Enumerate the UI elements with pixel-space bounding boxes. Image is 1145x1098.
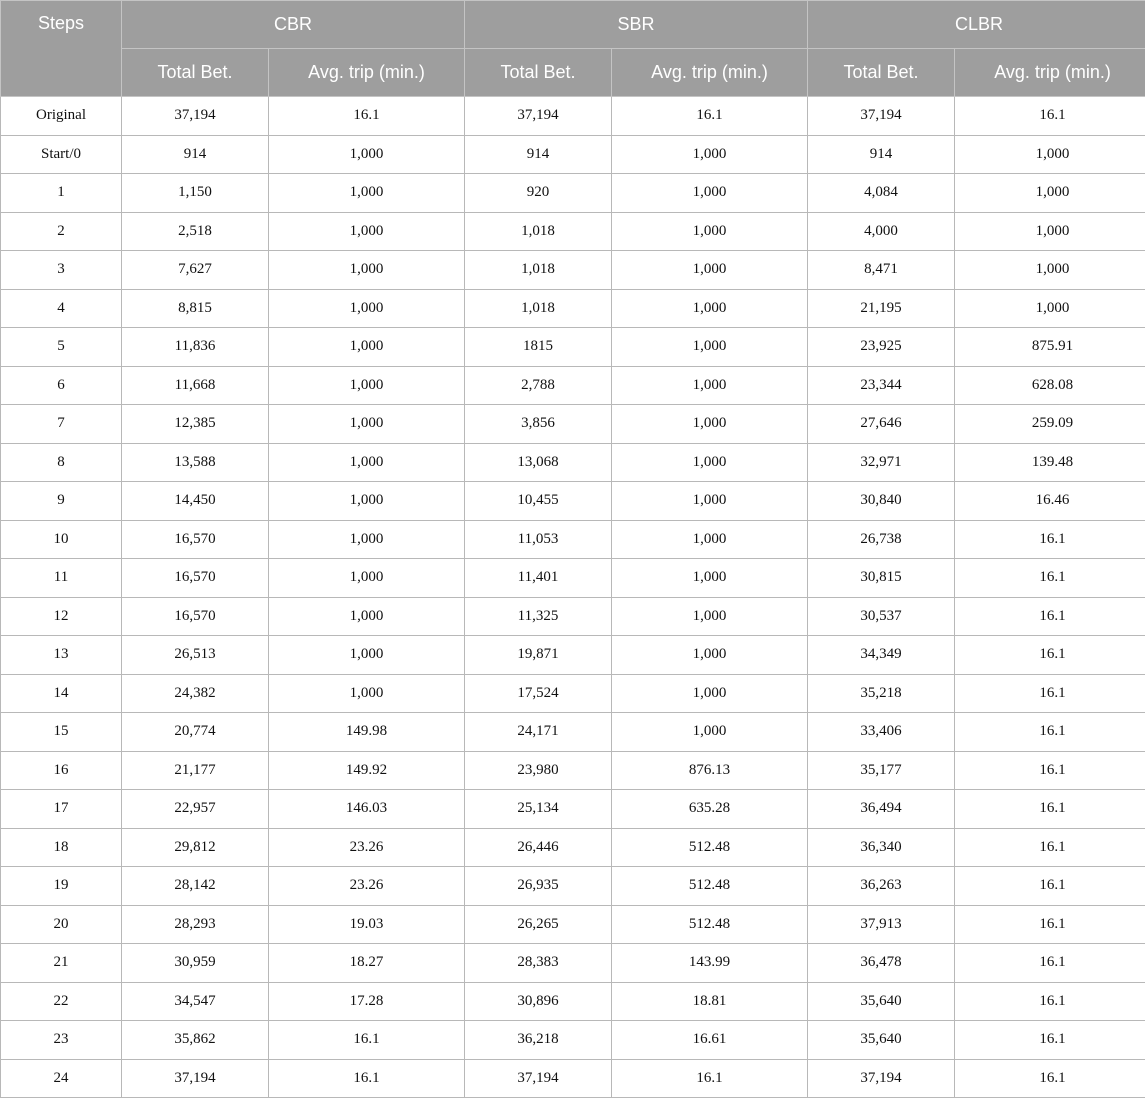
table-row <box>1 212 1145 251</box>
cell-clbr-total-bet: 36,340 <box>808 828 955 867</box>
cell-cbr-total-bet: 1,150 <box>122 174 269 213</box>
cell-sbr-avg-trip: 1,000 <box>612 212 808 251</box>
cell-step: 11 <box>1 559 122 598</box>
table-row <box>1 443 1145 482</box>
cell-sbr-total-bet: 26,935 <box>465 867 612 906</box>
cell-cbr-avg-trip: 1,000 <box>269 212 465 251</box>
cell-step: 9 <box>1 482 122 521</box>
table-row <box>1 289 1145 328</box>
cell-cbr-avg-trip: 23.26 <box>269 867 465 906</box>
cell-clbr-avg-trip: 16.1 <box>955 520 1145 559</box>
cell-cbr-total-bet: 29,812 <box>122 828 269 867</box>
cell-clbr-avg-trip: 1,000 <box>955 212 1145 251</box>
cell-sbr-total-bet: 914 <box>465 135 612 174</box>
cell-cbr-total-bet: 28,142 <box>122 867 269 906</box>
cell-sbr-total-bet: 36,218 <box>465 1021 612 1060</box>
cell-cbr-total-bet: 11,836 <box>122 328 269 367</box>
cell-sbr-avg-trip: 16.1 <box>612 97 808 136</box>
table-row <box>1 174 1145 213</box>
cell-cbr-avg-trip: 17.28 <box>269 982 465 1021</box>
table-row <box>1 366 1145 405</box>
cell-sbr-avg-trip: 1,000 <box>612 443 808 482</box>
table-row <box>1 790 1145 829</box>
cell-cbr-total-bet: 13,588 <box>122 443 269 482</box>
cell-cbr-avg-trip: 1,000 <box>269 520 465 559</box>
cell-cbr-total-bet: 11,668 <box>122 366 269 405</box>
table-row <box>1 482 1145 521</box>
cell-clbr-total-bet: 27,646 <box>808 405 955 444</box>
cell-step: 7 <box>1 405 122 444</box>
cell-sbr-total-bet: 3,856 <box>465 405 612 444</box>
cell-sbr-avg-trip: 1,000 <box>612 366 808 405</box>
cell-sbr-avg-trip: 512.48 <box>612 905 808 944</box>
cell-cbr-avg-trip: 19.03 <box>269 905 465 944</box>
cell-clbr-total-bet: 23,925 <box>808 328 955 367</box>
cell-clbr-avg-trip: 1,000 <box>955 251 1145 290</box>
header-clbr-avg-trip: Avg. trip (min.) <box>955 49 1145 97</box>
table-row <box>1 713 1145 752</box>
cell-clbr-total-bet: 21,195 <box>808 289 955 328</box>
cell-sbr-avg-trip: 1,000 <box>612 328 808 367</box>
cell-cbr-total-bet: 7,627 <box>122 251 269 290</box>
cell-sbr-avg-trip: 18.81 <box>612 982 808 1021</box>
table-row <box>1 982 1145 1021</box>
cell-sbr-avg-trip: 1,000 <box>612 289 808 328</box>
cell-clbr-avg-trip: 16.1 <box>955 944 1145 983</box>
header-sbr-avg-trip: Avg. trip (min.) <box>612 49 808 97</box>
cell-step: 18 <box>1 828 122 867</box>
cell-clbr-avg-trip: 16.1 <box>955 597 1145 636</box>
cell-cbr-total-bet: 37,194 <box>122 97 269 136</box>
cell-sbr-total-bet: 11,053 <box>465 520 612 559</box>
cell-sbr-avg-trip: 16.1 <box>612 1059 808 1098</box>
cell-cbr-avg-trip: 16.1 <box>269 1021 465 1060</box>
cell-clbr-avg-trip: 16.1 <box>955 982 1145 1021</box>
cell-cbr-total-bet: 26,513 <box>122 636 269 675</box>
cell-sbr-total-bet: 24,171 <box>465 713 612 752</box>
cell-sbr-total-bet: 37,194 <box>465 1059 612 1098</box>
cell-step: Start/0 <box>1 135 122 174</box>
cell-clbr-avg-trip: 259.09 <box>955 405 1145 444</box>
cell-clbr-avg-trip: 16.1 <box>955 867 1145 906</box>
cell-sbr-avg-trip: 1,000 <box>612 674 808 713</box>
cell-clbr-avg-trip: 1,000 <box>955 174 1145 213</box>
cell-step: 2 <box>1 212 122 251</box>
cell-cbr-avg-trip: 149.98 <box>269 713 465 752</box>
cell-clbr-total-bet: 37,194 <box>808 97 955 136</box>
cell-clbr-avg-trip: 16.1 <box>955 828 1145 867</box>
cell-sbr-total-bet: 10,455 <box>465 482 612 521</box>
cell-sbr-avg-trip: 1,000 <box>612 597 808 636</box>
cell-clbr-total-bet: 35,640 <box>808 1021 955 1060</box>
cell-sbr-avg-trip: 1,000 <box>612 174 808 213</box>
cell-clbr-total-bet: 33,406 <box>808 713 955 752</box>
cell-cbr-avg-trip: 1,000 <box>269 251 465 290</box>
cell-clbr-total-bet: 8,471 <box>808 251 955 290</box>
cell-cbr-total-bet: 16,570 <box>122 520 269 559</box>
cell-sbr-total-bet: 26,265 <box>465 905 612 944</box>
table-row <box>1 674 1145 713</box>
cell-clbr-avg-trip: 16.1 <box>955 97 1145 136</box>
cell-step: 5 <box>1 328 122 367</box>
header-group-clbr: CLBR <box>808 1 1145 49</box>
cell-cbr-total-bet: 8,815 <box>122 289 269 328</box>
cell-sbr-avg-trip: 16.61 <box>612 1021 808 1060</box>
cell-cbr-avg-trip: 1,000 <box>269 366 465 405</box>
cell-step: 4 <box>1 289 122 328</box>
cell-step: 20 <box>1 905 122 944</box>
cell-clbr-total-bet: 36,478 <box>808 944 955 983</box>
table-row <box>1 905 1145 944</box>
cell-cbr-total-bet: 12,385 <box>122 405 269 444</box>
cell-cbr-avg-trip: 18.27 <box>269 944 465 983</box>
cell-sbr-avg-trip: 1,000 <box>612 482 808 521</box>
table-row <box>1 328 1145 367</box>
cell-step: 22 <box>1 982 122 1021</box>
table-row <box>1 1059 1145 1098</box>
cell-sbr-total-bet: 25,134 <box>465 790 612 829</box>
cell-sbr-total-bet: 13,068 <box>465 443 612 482</box>
table-row <box>1 1021 1145 1060</box>
cell-cbr-avg-trip: 1,000 <box>269 674 465 713</box>
cell-sbr-total-bet: 17,524 <box>465 674 612 713</box>
cell-clbr-total-bet: 4,000 <box>808 212 955 251</box>
cell-clbr-total-bet: 4,084 <box>808 174 955 213</box>
table-row <box>1 828 1145 867</box>
cell-sbr-total-bet: 23,980 <box>465 751 612 790</box>
cell-step: 19 <box>1 867 122 906</box>
cell-clbr-total-bet: 26,738 <box>808 520 955 559</box>
table-row <box>1 867 1145 906</box>
cell-clbr-avg-trip: 875.91 <box>955 328 1145 367</box>
cell-step: Original <box>1 97 122 136</box>
cell-clbr-avg-trip: 16.1 <box>955 713 1145 752</box>
cell-cbr-avg-trip: 1,000 <box>269 482 465 521</box>
table-body <box>1 97 1145 1098</box>
cell-cbr-avg-trip: 1,000 <box>269 405 465 444</box>
cell-cbr-total-bet: 37,194 <box>122 1059 269 1098</box>
cell-cbr-total-bet: 16,570 <box>122 559 269 598</box>
cell-cbr-avg-trip: 146.03 <box>269 790 465 829</box>
cell-clbr-total-bet: 34,349 <box>808 636 955 675</box>
table-row <box>1 636 1145 675</box>
header-clbr-total-bet: Total Bet. <box>808 49 955 97</box>
cell-sbr-avg-trip: 635.28 <box>612 790 808 829</box>
header-cbr-total-bet: Total Bet. <box>122 49 269 97</box>
cell-clbr-total-bet: 37,194 <box>808 1059 955 1098</box>
cell-cbr-avg-trip: 1,000 <box>269 174 465 213</box>
cell-cbr-avg-trip: 1,000 <box>269 597 465 636</box>
cell-clbr-avg-trip: 16.1 <box>955 674 1145 713</box>
table-row <box>1 97 1145 136</box>
cell-step: 16 <box>1 751 122 790</box>
cell-clbr-total-bet: 30,840 <box>808 482 955 521</box>
cell-clbr-total-bet: 30,815 <box>808 559 955 598</box>
cell-step: 13 <box>1 636 122 675</box>
table-row <box>1 597 1145 636</box>
cell-step: 15 <box>1 713 122 752</box>
cell-sbr-total-bet: 1,018 <box>465 212 612 251</box>
cell-sbr-total-bet: 1,018 <box>465 289 612 328</box>
cell-step: 12 <box>1 597 122 636</box>
cell-cbr-total-bet: 14,450 <box>122 482 269 521</box>
cell-cbr-total-bet: 24,382 <box>122 674 269 713</box>
cell-clbr-avg-trip: 1,000 <box>955 289 1145 328</box>
cell-clbr-avg-trip: 628.08 <box>955 366 1145 405</box>
cell-step: 21 <box>1 944 122 983</box>
cell-clbr-avg-trip: 16.1 <box>955 751 1145 790</box>
cell-step: 8 <box>1 443 122 482</box>
cell-sbr-avg-trip: 1,000 <box>612 251 808 290</box>
cell-clbr-total-bet: 35,177 <box>808 751 955 790</box>
table-row <box>1 251 1145 290</box>
cell-sbr-total-bet: 920 <box>465 174 612 213</box>
cell-sbr-avg-trip: 1,000 <box>612 520 808 559</box>
cell-cbr-total-bet: 35,862 <box>122 1021 269 1060</box>
header-group-sbr: SBR <box>465 1 808 49</box>
cell-sbr-avg-trip: 1,000 <box>612 135 808 174</box>
cell-cbr-avg-trip: 1,000 <box>269 559 465 598</box>
cell-clbr-avg-trip: 16.1 <box>955 559 1145 598</box>
cell-sbr-total-bet: 30,896 <box>465 982 612 1021</box>
cell-cbr-avg-trip: 16.1 <box>269 97 465 136</box>
cell-clbr-total-bet: 35,218 <box>808 674 955 713</box>
header-steps: Steps <box>1 1 122 97</box>
header-sbr-total-bet: Total Bet. <box>465 49 612 97</box>
cell-step: 17 <box>1 790 122 829</box>
header-row-sub <box>1 49 1145 97</box>
cell-cbr-total-bet: 16,570 <box>122 597 269 636</box>
cell-cbr-avg-trip: 149.92 <box>269 751 465 790</box>
cell-step: 6 <box>1 366 122 405</box>
cell-sbr-avg-trip: 1,000 <box>612 636 808 675</box>
cell-clbr-avg-trip: 16.1 <box>955 790 1145 829</box>
cell-cbr-avg-trip: 23.26 <box>269 828 465 867</box>
cell-clbr-total-bet: 914 <box>808 135 955 174</box>
cell-sbr-total-bet: 1815 <box>465 328 612 367</box>
cell-clbr-avg-trip: 16.1 <box>955 1059 1145 1098</box>
cell-clbr-total-bet: 36,263 <box>808 867 955 906</box>
cell-sbr-avg-trip: 143.99 <box>612 944 808 983</box>
cell-clbr-avg-trip: 16.1 <box>955 636 1145 675</box>
table-row <box>1 520 1145 559</box>
cell-clbr-avg-trip: 16.46 <box>955 482 1145 521</box>
cell-sbr-avg-trip: 512.48 <box>612 828 808 867</box>
cell-cbr-avg-trip: 1,000 <box>269 289 465 328</box>
cell-cbr-total-bet: 22,957 <box>122 790 269 829</box>
cell-cbr-avg-trip: 16.1 <box>269 1059 465 1098</box>
cell-sbr-avg-trip: 1,000 <box>612 405 808 444</box>
cell-sbr-total-bet: 2,788 <box>465 366 612 405</box>
cell-cbr-total-bet: 28,293 <box>122 905 269 944</box>
cell-sbr-avg-trip: 876.13 <box>612 751 808 790</box>
cell-sbr-total-bet: 28,383 <box>465 944 612 983</box>
cell-step: 3 <box>1 251 122 290</box>
cell-clbr-total-bet: 23,344 <box>808 366 955 405</box>
cell-cbr-avg-trip: 1,000 <box>269 636 465 675</box>
table-row <box>1 135 1145 174</box>
cell-cbr-total-bet: 30,959 <box>122 944 269 983</box>
cell-cbr-avg-trip: 1,000 <box>269 328 465 367</box>
cell-step: 1 <box>1 174 122 213</box>
cell-sbr-avg-trip: 1,000 <box>612 559 808 598</box>
cell-step: 14 <box>1 674 122 713</box>
cell-step: 24 <box>1 1059 122 1098</box>
header-group-cbr: CBR <box>122 1 465 49</box>
cell-sbr-avg-trip: 512.48 <box>612 867 808 906</box>
cell-sbr-total-bet: 11,325 <box>465 597 612 636</box>
cell-cbr-total-bet: 21,177 <box>122 751 269 790</box>
cell-clbr-total-bet: 30,537 <box>808 597 955 636</box>
cell-step: 10 <box>1 520 122 559</box>
cell-clbr-total-bet: 37,913 <box>808 905 955 944</box>
header-row-groups <box>1 1 1145 49</box>
cell-cbr-total-bet: 2,518 <box>122 212 269 251</box>
cell-step: 23 <box>1 1021 122 1060</box>
cell-sbr-total-bet: 26,446 <box>465 828 612 867</box>
cell-clbr-total-bet: 32,971 <box>808 443 955 482</box>
cell-sbr-total-bet: 37,194 <box>465 97 612 136</box>
cell-clbr-avg-trip: 16.1 <box>955 1021 1145 1060</box>
cell-sbr-avg-trip: 1,000 <box>612 713 808 752</box>
table-header <box>1 1 1145 97</box>
cell-clbr-total-bet: 35,640 <box>808 982 955 1021</box>
cell-clbr-avg-trip: 1,000 <box>955 135 1145 174</box>
cell-cbr-avg-trip: 1,000 <box>269 135 465 174</box>
table-row <box>1 559 1145 598</box>
cell-sbr-total-bet: 11,401 <box>465 559 612 598</box>
table-row <box>1 944 1145 983</box>
cell-clbr-avg-trip: 139.48 <box>955 443 1145 482</box>
header-cbr-avg-trip: Avg. trip (min.) <box>269 49 465 97</box>
cell-cbr-total-bet: 914 <box>122 135 269 174</box>
cell-cbr-total-bet: 20,774 <box>122 713 269 752</box>
cell-cbr-avg-trip: 1,000 <box>269 443 465 482</box>
cell-sbr-total-bet: 19,871 <box>465 636 612 675</box>
cell-clbr-avg-trip: 16.1 <box>955 905 1145 944</box>
cell-cbr-total-bet: 34,547 <box>122 982 269 1021</box>
table-row <box>1 405 1145 444</box>
table-row <box>1 751 1145 790</box>
cell-clbr-total-bet: 36,494 <box>808 790 955 829</box>
cell-sbr-total-bet: 1,018 <box>465 251 612 290</box>
